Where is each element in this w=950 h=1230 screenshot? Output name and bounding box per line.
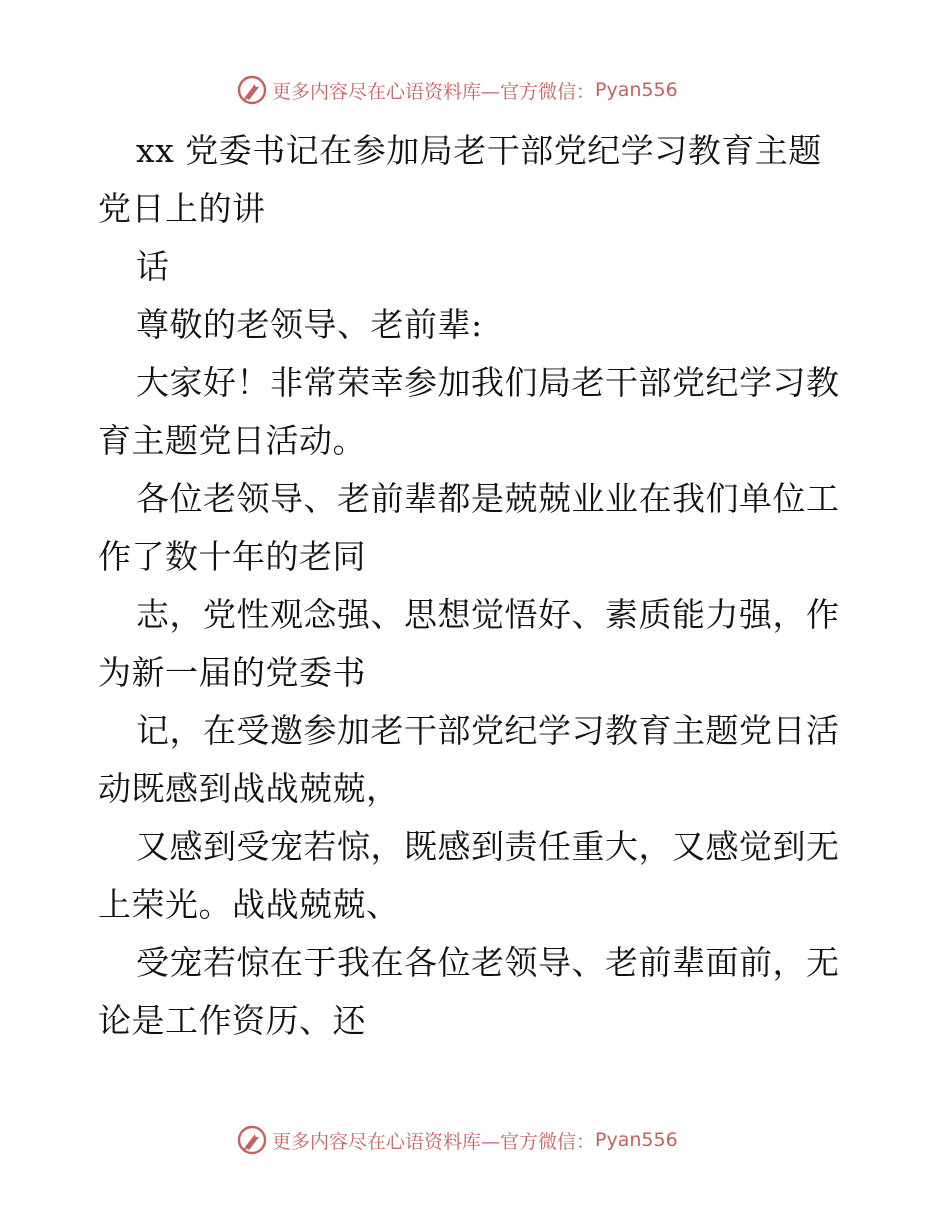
salutation: 尊敬的老领导、老前辈: xyxy=(136,305,483,344)
paragraph-line: 论是工作资历、还 xyxy=(98,1001,366,1040)
watermark-wechat-id: Pyan556 xyxy=(595,79,678,101)
title-line-1: xx 党委书记在参加局老干部党纪学习教育主题 xyxy=(136,131,822,170)
speech-body xyxy=(98,122,854,1050)
paragraph-line: 大家好！非常荣幸参加我们局老干部党纪学习教 xyxy=(136,363,840,402)
paragraph-line: 动既感到战战兢兢， xyxy=(98,769,400,808)
paragraph-line: 记，在受邀参加老干部党纪学习教育主题党日活 xyxy=(136,711,840,750)
paragraph-line: 为新一届的党委书 xyxy=(98,653,366,692)
paragraph-line: 作了数十年的老同 xyxy=(98,537,366,576)
title-line-3: 话 xyxy=(136,247,170,286)
paragraph-line: 志，党性观念强、思想觉悟好、素质能力强，作 xyxy=(136,595,840,634)
paragraph-line: 上荣光。战战兢兢、 xyxy=(98,885,400,924)
paragraph-line: 受宠若惊在于我在各位老领导、老前辈面前，无 xyxy=(136,943,840,982)
watermark-text: 更多内容尽在心语资料库—官方微信： xyxy=(272,1130,596,1153)
paragraph-line: 又感到受宠若惊，既感到责任重大，又感觉到无 xyxy=(136,827,840,866)
paragraph-line: 各位老领导、老前辈都是兢兢业业在我们单位工 xyxy=(136,479,840,518)
watermark-wechat-id: Pyan556 xyxy=(595,1129,678,1151)
pen-logo-icon xyxy=(236,74,268,106)
title-line-2: 党日上的讲 xyxy=(98,189,266,228)
header-watermark xyxy=(236,72,716,108)
watermark-text: 更多内容尽在心语资料库—官方微信： xyxy=(272,80,596,103)
footer-watermark xyxy=(236,1122,716,1158)
pen-logo-icon xyxy=(236,1124,268,1156)
paragraph-line: 育主题党日活动。 xyxy=(98,421,366,460)
